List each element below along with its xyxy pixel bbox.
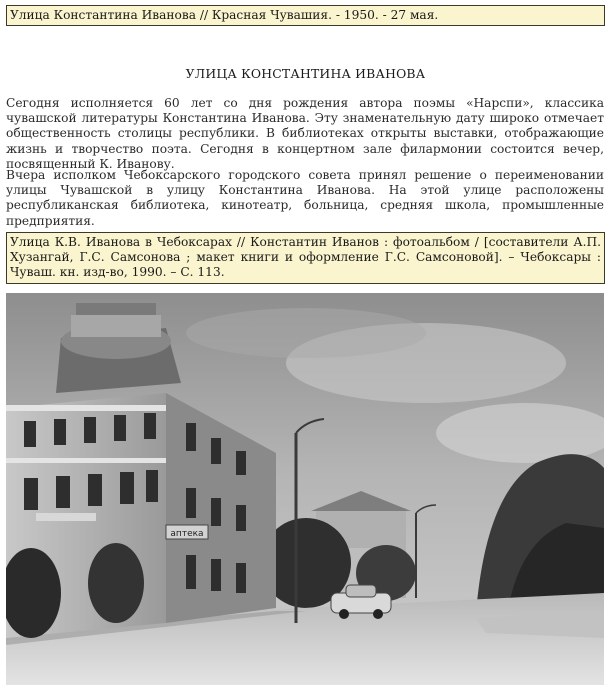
article-paragraph: Вчера исполком Чебоксарского городского совета принял решение о переименовании улицы Чувашской в улицу Константина Иванова. На этой улице расположены республиканская библиотека, кинотеатр, больница, средняя школа, промышленные предприятия.: [6, 168, 604, 228]
article-paragraph: Сегодня исполняется 60 лет со дня рождения автора поэмы «Нарспи», классика чувашской литературы Константина Иванова. Эту знаменательную дату широко отмечает общественность столицы республики. В библиотеках открыты выставки, отображающие жизнь и творчество поэта. Сегодня в концертном зале филармонии состоится вечер, посвященный К. Иванову.: [6, 96, 604, 171]
source-citation: Улица Константина Иванова // Красная Чувашия. - 1950. - 27 мая.: [6, 5, 605, 26]
photo-citation: Улица К.В. Иванова в Чебоксарах // Константин Иванов : фотоальбом / [составители А.П. Хузангай, Г.С. Самсонова ; макет книги и оформление Г.С. Самсоновой]. – Чебоксары : Чуваш. кн. изд-во, 1990. – С. 113.: [6, 232, 605, 284]
article-title: УЛИЦА КОНСТАНТИНА ИВАНОВА: [185, 66, 426, 81]
street-photo: [6, 293, 604, 685]
pharmacy-sign: аптека: [170, 529, 204, 539]
